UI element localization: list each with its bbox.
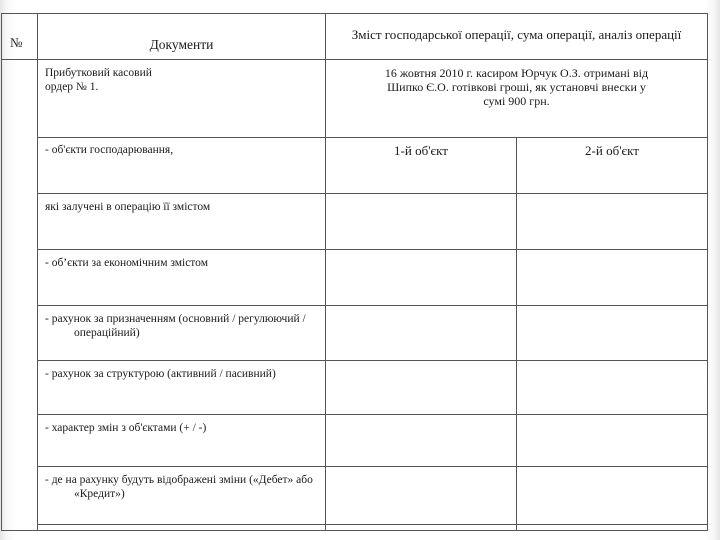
row-objects [2,138,708,194]
row-structure [2,361,708,415]
document-cell [38,60,326,138]
row-2-object-2 [517,250,708,306]
row-bottom-spacer [2,525,708,531]
row-purpose [2,306,708,361]
row-1-line-1: які залучені в операцію її змістом [45,201,211,213]
row-1-object-1 [326,194,517,250]
header-number-cell [2,14,38,60]
row-6-line-2: «Кредит») [74,488,125,500]
object-2-label: 2-й об'єкт [585,143,639,158]
header-content-cell [326,14,708,60]
row-involved [2,194,708,250]
bottom-spacer-object-2 [517,525,708,531]
row-4-line-1: - рахунок за структурою (активний / пасивний) [45,368,276,380]
row-change [2,415,708,467]
row-debit-credit [2,467,708,525]
row-5-line-1: - характер змін з об'єктами (+ / -) [45,422,207,434]
row-0-line-1: - об'єкти господарювання, [45,144,174,156]
row-3-object-1 [326,306,517,361]
row-2-object-1 [326,250,517,306]
row-3-object-2 [517,306,708,361]
document-row [2,60,708,138]
operation-line-1: 16 жовтня 2010 г. касиром Юрчук О.З. отримані від [384,66,649,80]
number-column-cell [2,60,38,531]
row-3-line-2: операційний) [74,327,140,339]
operation-line-2: Шипко Є.О. готівкові гроші, як установчі внески у [387,80,646,94]
row-3-line-1: - рахунок за призначенням (основний / регулюючий / [45,313,306,325]
header-documents-cell [38,14,326,60]
row-4-cell [38,361,326,415]
header-documents: Документи [149,37,214,52]
row-6-object-2 [517,467,708,525]
header-content: Зміст господарської операції, сума операції, аналіз операції [351,27,682,42]
row-6-cell [38,467,326,525]
row-2-line-1: - об’єкти за економічним змістом [45,257,208,269]
row-5-cell [38,415,326,467]
row-3-cell [38,306,326,361]
row-1-object-2 [517,194,708,250]
object-2-header [517,138,708,194]
operation-line-3: сумі 900 грн. [483,94,550,108]
row-0-cell [38,138,326,194]
row-economic [2,250,708,306]
row-4-object-1 [326,361,517,415]
row-2-cell [38,250,326,306]
object-1-label: 1-й об'єкт [394,143,448,158]
operation-analysis-table [1,13,708,531]
header-number: № [10,35,23,50]
row-6-line-1: - де на рахунку будуть відображені зміни («Дебет» або [45,474,313,486]
operation-cell [326,60,708,138]
object-1-header [326,138,517,194]
row-6-object-1 [326,467,517,525]
row-4-object-2 [517,361,708,415]
document-line-1: Прибутковий касовий [45,67,152,79]
bottom-spacer-object-1 [326,525,517,531]
row-1-cell [38,194,326,250]
row-5-object-1 [326,415,517,467]
row-5-object-2 [517,415,708,467]
header-row [2,14,708,60]
document-line-2: ордер № 1. [45,81,99,93]
bottom-spacer-doc [38,525,326,531]
